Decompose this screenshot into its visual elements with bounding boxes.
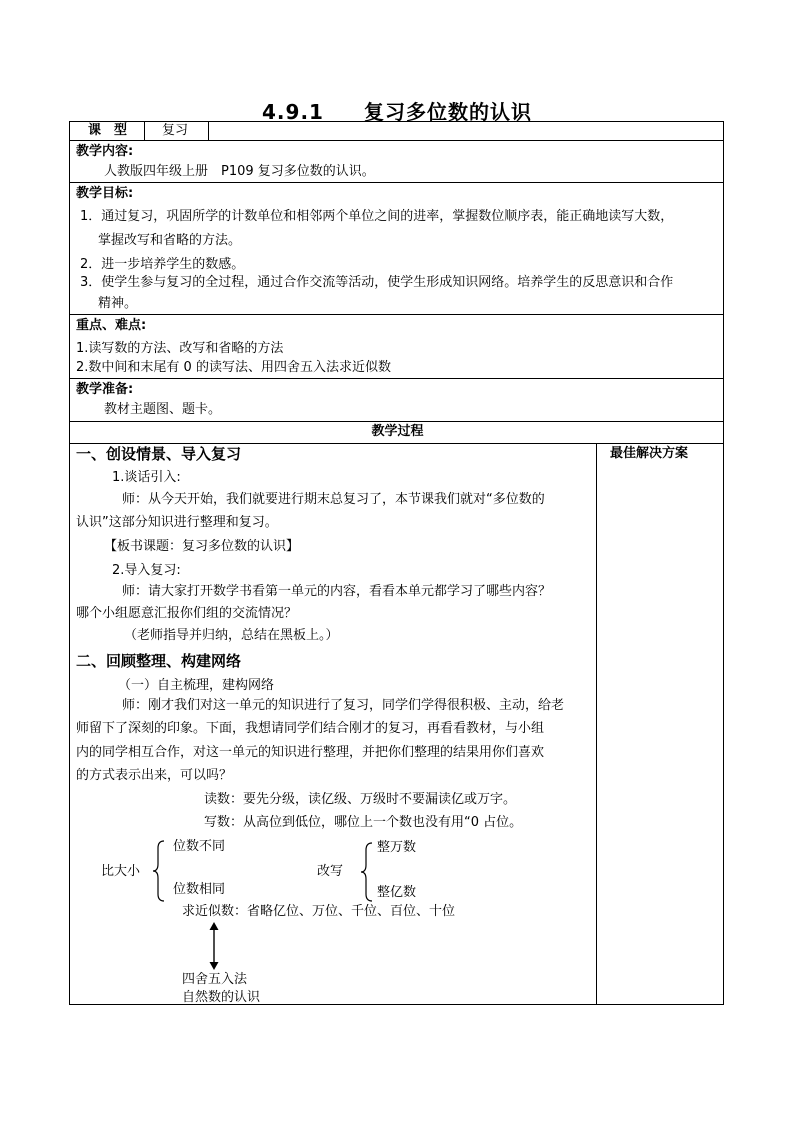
section1-board: 【板书课题：复习多位数的认识】 <box>104 539 300 554</box>
key-points-heading: 重点、难点: <box>76 318 147 333</box>
section1-step: 2.导入复习: <box>112 563 181 578</box>
col-divider <box>208 122 209 140</box>
rewrite-whole-wan: 整万数 <box>377 840 417 855</box>
content-heading: 教学内容: <box>76 144 134 159</box>
natural-numbers: 自然数的认识 <box>182 990 261 1005</box>
objective-item: 2．进一步培养学生的数感。 <box>80 257 245 272</box>
rewrite-label: 改写 <box>317 864 344 879</box>
content-text: 人教版四年级上册 P109 复习多位数的认识。 <box>104 164 375 179</box>
section2-heading: 二、回顾整理、构建网络 <box>76 652 242 670</box>
double-arrow-icon <box>208 922 220 970</box>
key-point-item: 1.读写数的方法、改写和省略的方法 <box>76 341 284 356</box>
section1-text: 认识”这部分知识进行整理和复习。 <box>76 515 278 530</box>
section1-text: 哪个小组愿意汇报你们组的交流情况？ <box>76 606 298 621</box>
process-heading: 教学过程 <box>371 424 424 439</box>
writing-rule: 写数：从高位到低位，哪位上一个数也没有用“0 占位。 <box>204 815 523 830</box>
row-divider <box>70 443 723 444</box>
section2-text: 的方式表示出来，可以吗？ <box>76 768 233 783</box>
objective-item: 掌握改写和省略的方法。 <box>98 233 242 248</box>
side-heading: 最佳解决方案 <box>610 446 689 461</box>
compare-brace <box>152 840 166 902</box>
compare-label: 比大小 <box>101 864 141 879</box>
objective-item: 3．使学生参与复习的全过程，通过合作交流等活动，使学生形成知识网络。培养学生的反思意识和合作 <box>80 275 674 290</box>
rewrite-brace <box>360 842 374 902</box>
section1-text: 师：请大家打开数学书看第一单元的内容，看看本单元都学习了哪些内容？ <box>122 584 552 599</box>
section2-text: 师：刚才我们对这一单元的知识进行了复习，同学们学得很积极、主动，给老 <box>122 698 565 713</box>
reading-rule: 读数：要先分级，读亿级、万级时不要漏读亿或万字。 <box>204 792 517 807</box>
lesson-title: 复习多位数的认识 <box>363 100 532 124</box>
rewrite-whole-yi: 整亿数 <box>377 885 417 900</box>
type-label: 课 型 <box>88 123 128 138</box>
section2-text: 师留下了深刻的印象。下面，我想请同学们结合刚才的复习，再看看教材，与小组 <box>76 721 545 736</box>
preparation-heading: 教学准备: <box>76 382 134 397</box>
col-divider <box>144 122 145 140</box>
objective-item: 精神。 <box>98 296 138 311</box>
objectives-heading: 教学目标: <box>76 186 134 201</box>
objective-item: 1．通过复习，巩固所学的计数单位和相邻两个单位之间的进率，掌握数位顺序表，能正确地读写大数， <box>80 209 674 224</box>
row-divider <box>70 378 723 379</box>
lesson-plan-table <box>69 121 724 1005</box>
key-point-item: 2.数中间和末尾有 0 的读写法、用四舍五入法求近似数 <box>76 360 391 375</box>
section1-step: 1.谈话引入: <box>112 470 181 485</box>
row-divider <box>70 140 723 141</box>
row-divider <box>70 421 723 422</box>
type-value: 复习 <box>162 123 189 138</box>
approximation-text: 求近似数：省略亿位、万位、千位、百位、十位 <box>182 904 456 919</box>
row-divider <box>70 314 723 315</box>
rounding-method: 四舍五入法 <box>182 972 248 987</box>
section2-subheading: （一）自主梳理，建构网络 <box>118 678 275 693</box>
lesson-number: 4.9.1 <box>262 100 324 124</box>
preparation-text: 教材主题图、题卡。 <box>104 402 222 417</box>
section1-heading: 一、创设情景、导入复习 <box>76 445 242 463</box>
section1-note: （老师指导并归纳，总结在黑板上。） <box>124 628 339 643</box>
compare-different-digits: 位数不同 <box>173 839 226 854</box>
section1-text: 师：从今天开始，我们就要进行期末总复习了，本节课我们就对“多位数的 <box>122 492 545 507</box>
row-divider <box>70 182 723 183</box>
compare-same-digits: 位数相同 <box>173 882 226 897</box>
col-divider <box>596 443 597 1005</box>
section2-text: 内的同学相互合作，对这一单元的知识进行整理，并把你们整理的结果用你们喜欢 <box>76 745 545 760</box>
